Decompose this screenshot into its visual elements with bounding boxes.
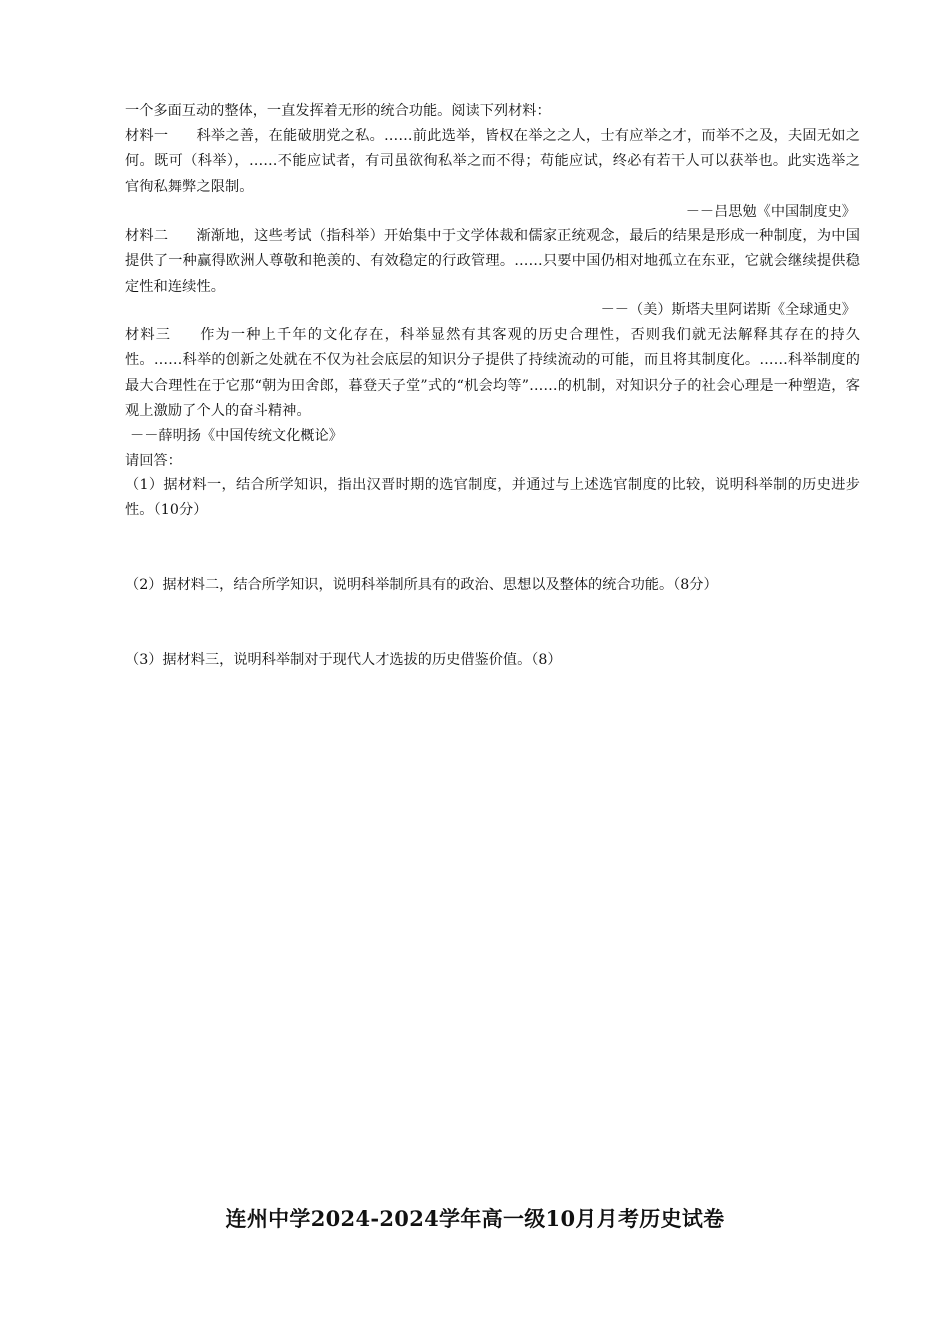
material-two (125, 224, 860, 300)
intro-line: 一个多面互动的整体，一直发挥着无形的统合功能。阅读下列材料： (125, 103, 551, 119)
question-2: （2）据材料二，结合所学知识，说明科举制所具有的政治、思想以及整体的统合功能。（8分） (125, 577, 718, 593)
material-two-text: 渐渐地，这些考试（指科举）开始集中于文学体裁和儒家正统观念，最后的结果是形成一种制度，为中国提供了一种赢得欧洲人尊敬和艳羡的、有效稳定的行政管理。……只要中国仍相对地孤立在东亚，它就会继续提供稳定性和连续性。 (125, 228, 860, 295)
material-one-text: 科举之善，在能破朋党之私。……前此选举，皆权在举之之人，士有应举之才，而举不之及，夫固无如之何。既可（科举），……不能应试者，有司虽欲徇私举之而不得；苟能应试，终必有若干人可以获举也。此实选举之官徇私舞弊之限制。 (125, 128, 860, 195)
material-three (125, 323, 860, 425)
material-three-label: 材料三 (125, 327, 172, 343)
material-two-source: －－（美）斯塔夫里阿诺斯《全球通史》 (600, 302, 856, 318)
exam-title: 连州中学2024-2024学年高一级10月月考历史试卷 (225, 1206, 725, 1231)
material-one-label: 材料一 (125, 128, 169, 144)
material-three-source: －－薛明扬《中国传统文化概论》 (130, 428, 343, 444)
material-two-label: 材料二 (125, 228, 169, 244)
material-one (125, 124, 860, 200)
material-three-text: 作为一种上千年的文化存在，科举显然有其客观的历史合理性，否则我们就无法解释其存在的持久性。……科举的创新之处就在不仅为社会底层的知识分子提供了持续流动的可能，而且将其制度化。……科举制度的最大合理性在于它那“朝为田舍郎，暮登天子堂”式的“机会均等”……的机制，对知识分子的社会心理是一种塑造，客观上激励了个人的奋斗精神。 (125, 327, 860, 420)
question-1: （1）据材料一，结合所学知识，指出汉晋时期的选官制度，并通过与上述选官制度的比较，说明科举制的历史进步性。（10分） (125, 477, 860, 519)
material-one-source: －－吕思勉《中国制度史》 (685, 204, 856, 220)
answer-prompt: 请回答： (125, 453, 182, 469)
question-3: （3）据材料三，说明科举制对于现代人才选拔的历史借鉴价值。（8） (125, 652, 562, 668)
